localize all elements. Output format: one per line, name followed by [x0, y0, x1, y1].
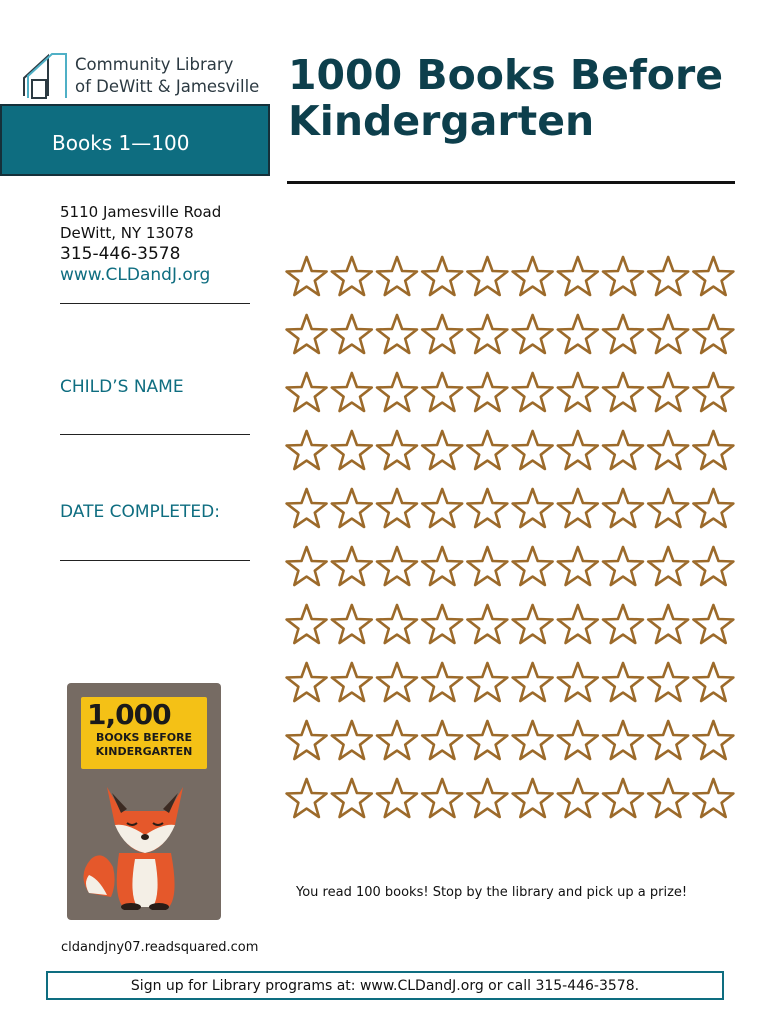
star-icon [693, 315, 733, 353]
star-icon [558, 315, 598, 353]
star-icon [377, 373, 417, 411]
library-house-icon [22, 50, 70, 100]
star-icon [513, 721, 553, 759]
star-icon [558, 257, 598, 295]
city-state-zip: DeWitt, NY 13078 [60, 224, 194, 242]
child-name-label: CHILD’S NAME [60, 377, 184, 397]
phone-number: 315-446-3578 [60, 244, 181, 264]
star-icon [422, 315, 462, 353]
star-icon [603, 257, 643, 295]
star-icon [558, 373, 598, 411]
star-icon [332, 547, 372, 585]
books-range-banner [0, 104, 270, 176]
star-icon [287, 315, 327, 353]
star-icon [693, 663, 733, 701]
star-icon [648, 721, 688, 759]
star-icon [603, 663, 643, 701]
star-icon [377, 547, 417, 585]
star-icon [287, 721, 327, 759]
star-icon [467, 721, 507, 759]
star-icon [648, 547, 688, 585]
star-icon [603, 373, 643, 411]
star-icon [287, 779, 327, 817]
star-icon [603, 547, 643, 585]
star-icon [332, 257, 372, 295]
star-icon [422, 489, 462, 527]
program-logo-card [67, 683, 221, 920]
library-name-line2: of DeWitt & Jamesville [75, 77, 260, 96]
star-icon [693, 373, 733, 411]
star-icon [467, 315, 507, 353]
star-icon [332, 663, 372, 701]
star-icon [377, 721, 417, 759]
star-icon [332, 489, 372, 527]
street-address: 5110 Jamesville Road [60, 203, 222, 221]
star-icon [513, 489, 553, 527]
books-range-label: Books 1—100 [52, 131, 190, 155]
star-icon [422, 257, 462, 295]
star-icon [377, 257, 417, 295]
star-icon [467, 373, 507, 411]
star-icon [648, 431, 688, 469]
star-icon [332, 605, 372, 643]
star-icon [603, 721, 643, 759]
star-icon [693, 721, 733, 759]
star-icon [558, 663, 598, 701]
star-icon [422, 431, 462, 469]
star-icon [558, 489, 598, 527]
star-icon [332, 373, 372, 411]
star-icon [648, 779, 688, 817]
star-icon [558, 547, 598, 585]
star-icon [377, 431, 417, 469]
star-icon [558, 431, 598, 469]
child-name-field[interactable] [60, 434, 250, 435]
star-icon [287, 547, 327, 585]
star-icon [467, 257, 507, 295]
readsquared-url[interactable]: cldandjny07.readsquared.com [61, 940, 259, 955]
star-icon [332, 431, 372, 469]
signup-footer [46, 971, 724, 1000]
title-divider [287, 181, 735, 184]
star-icon [513, 315, 553, 353]
star-icon [513, 373, 553, 411]
star-icon [513, 605, 553, 643]
star-icon [422, 373, 462, 411]
star-icon [648, 489, 688, 527]
star-icon [558, 779, 598, 817]
star-icon [467, 605, 507, 643]
star-icon [648, 373, 688, 411]
star-icon [693, 489, 733, 527]
star-icon [332, 779, 372, 817]
reading-tracker-stars [284, 254, 736, 834]
page-title: 1000 Books Before Kindergarten [288, 51, 724, 145]
star-icon [287, 257, 327, 295]
star-icon [648, 663, 688, 701]
star-icon [603, 315, 643, 353]
star-icon [422, 779, 462, 817]
star-icon [422, 721, 462, 759]
star-icon [693, 779, 733, 817]
star-icon [513, 663, 553, 701]
program-badge [81, 697, 207, 769]
star-icon [422, 605, 462, 643]
website-link[interactable]: www.CLDandJ.org [60, 265, 211, 285]
badge-text: BOOKS BEFORE KINDERGARTEN [95, 731, 193, 758]
date-completed-label: DATE COMPLETED: [60, 502, 220, 522]
star-icon [422, 547, 462, 585]
star-icon [693, 431, 733, 469]
star-icon [603, 605, 643, 643]
star-icon [377, 779, 417, 817]
star-icon [377, 605, 417, 643]
prize-message: You read 100 books! Stop by the library and pick up a prize! [296, 885, 688, 900]
date-completed-field[interactable] [60, 560, 250, 561]
star-icon [603, 489, 643, 527]
star-icon [603, 431, 643, 469]
star-icon [377, 489, 417, 527]
star-icon [513, 547, 553, 585]
badge-number: 1,000 [87, 698, 171, 731]
star-icon [467, 663, 507, 701]
star-icon [287, 489, 327, 527]
contact-block [60, 202, 280, 286]
star-icon [558, 605, 598, 643]
fox-icon [77, 775, 211, 910]
library-logo [22, 50, 272, 102]
star-icon [287, 431, 327, 469]
star-icon [693, 547, 733, 585]
star-icon [648, 605, 688, 643]
star-icon [693, 257, 733, 295]
signup-text: Sign up for Library programs at: www.CLDandJ.org or call 315-446-3578. [130, 978, 640, 994]
star-grid [284, 254, 736, 834]
star-icon [287, 663, 327, 701]
star-icon [377, 663, 417, 701]
star-icon [467, 431, 507, 469]
blank-line [60, 303, 250, 304]
star-icon [513, 257, 553, 295]
star-icon [287, 373, 327, 411]
star-icon [467, 779, 507, 817]
star-icon [693, 605, 733, 643]
star-icon [467, 489, 507, 527]
star-icon [377, 315, 417, 353]
star-icon [558, 721, 598, 759]
star-icon [648, 315, 688, 353]
star-icon [422, 663, 462, 701]
star-icon [513, 431, 553, 469]
library-name-line1: Community Library [75, 55, 234, 74]
star-icon [332, 721, 372, 759]
star-icon [287, 605, 327, 643]
star-icon [648, 257, 688, 295]
star-icon [513, 779, 553, 817]
star-icon [467, 547, 507, 585]
star-icon [603, 779, 643, 817]
star-icon [332, 315, 372, 353]
